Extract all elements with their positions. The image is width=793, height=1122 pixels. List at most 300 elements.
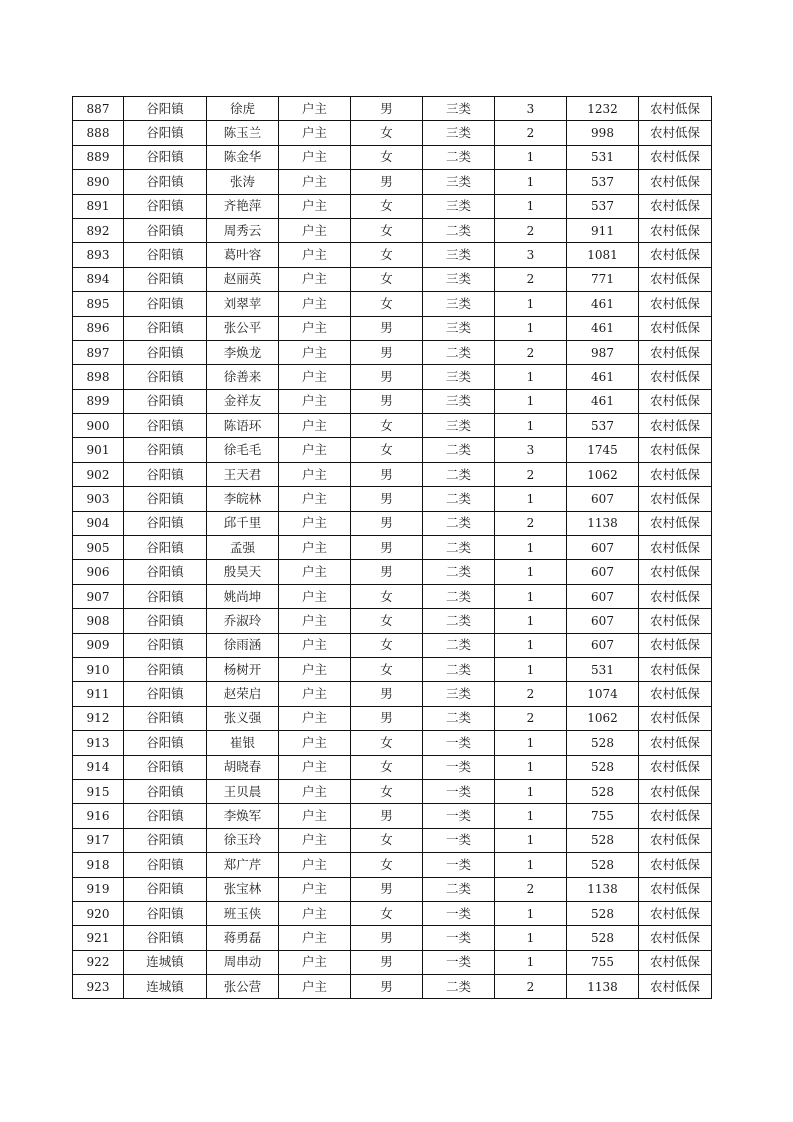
cell-category: 二类 — [423, 487, 495, 511]
cell-relation: 户主 — [279, 609, 351, 633]
cell-household-size: 1 — [495, 365, 567, 389]
table-row — [73, 121, 712, 145]
cell-relation: 户主 — [279, 243, 351, 267]
cell-name: 周秀云 — [207, 218, 279, 242]
cell-amount: 1745 — [567, 438, 639, 462]
cell-town: 谷阳镇 — [124, 609, 207, 633]
cell-name: 徐善来 — [207, 365, 279, 389]
cell-category: 三类 — [423, 316, 495, 340]
table-row — [73, 950, 712, 974]
cell-assistance-type: 农村低保 — [639, 97, 712, 121]
cell-town: 谷阳镇 — [124, 511, 207, 535]
table-row — [73, 779, 712, 803]
cell-assistance-type: 农村低保 — [639, 340, 712, 364]
cell-serial-number: 908 — [73, 609, 124, 633]
cell-relation: 户主 — [279, 731, 351, 755]
cell-sex: 女 — [351, 145, 423, 169]
cell-sex: 女 — [351, 731, 423, 755]
cell-category: 二类 — [423, 975, 495, 999]
cell-category: 三类 — [423, 243, 495, 267]
cell-sex: 女 — [351, 609, 423, 633]
cell-town: 谷阳镇 — [124, 584, 207, 608]
cell-household-size: 1 — [495, 633, 567, 657]
table-row — [73, 657, 712, 681]
cell-assistance-type: 农村低保 — [639, 560, 712, 584]
cell-serial-number: 893 — [73, 243, 124, 267]
cell-amount: 531 — [567, 657, 639, 681]
cell-household-size: 1 — [495, 536, 567, 560]
cell-name: 徐雨涵 — [207, 633, 279, 657]
cell-household-size: 2 — [495, 975, 567, 999]
cell-amount: 528 — [567, 731, 639, 755]
cell-assistance-type: 农村低保 — [639, 828, 712, 852]
cell-serial-number: 913 — [73, 731, 124, 755]
cell-amount: 537 — [567, 194, 639, 218]
cell-town: 谷阳镇 — [124, 926, 207, 950]
cell-serial-number: 902 — [73, 462, 124, 486]
cell-sex: 男 — [351, 877, 423, 901]
cell-category: 三类 — [423, 365, 495, 389]
cell-amount: 771 — [567, 267, 639, 291]
cell-serial-number: 911 — [73, 682, 124, 706]
cell-category: 三类 — [423, 267, 495, 291]
table-row — [73, 828, 712, 852]
cell-assistance-type: 农村低保 — [639, 194, 712, 218]
cell-name: 周串动 — [207, 950, 279, 974]
cell-assistance-type: 农村低保 — [639, 267, 712, 291]
cell-serial-number: 917 — [73, 828, 124, 852]
cell-assistance-type: 农村低保 — [639, 462, 712, 486]
cell-sex: 女 — [351, 828, 423, 852]
cell-amount: 537 — [567, 170, 639, 194]
cell-household-size: 3 — [495, 438, 567, 462]
cell-relation: 户主 — [279, 292, 351, 316]
cell-serial-number: 906 — [73, 560, 124, 584]
cell-relation: 户主 — [279, 121, 351, 145]
cell-name: 徐玉玲 — [207, 828, 279, 852]
table-row — [73, 536, 712, 560]
cell-serial-number: 901 — [73, 438, 124, 462]
cell-household-size: 1 — [495, 584, 567, 608]
cell-town: 谷阳镇 — [124, 121, 207, 145]
table-row — [73, 853, 712, 877]
cell-serial-number: 900 — [73, 414, 124, 438]
cell-sex: 女 — [351, 438, 423, 462]
cell-town: 谷阳镇 — [124, 487, 207, 511]
cell-serial-number: 899 — [73, 389, 124, 413]
cell-sex: 女 — [351, 901, 423, 925]
cell-household-size: 1 — [495, 316, 567, 340]
cell-serial-number: 890 — [73, 170, 124, 194]
cell-town: 连城镇 — [124, 950, 207, 974]
cell-serial-number: 894 — [73, 267, 124, 291]
cell-name: 乔淑玲 — [207, 609, 279, 633]
cell-town: 谷阳镇 — [124, 657, 207, 681]
cell-household-size: 1 — [495, 804, 567, 828]
cell-name: 郑广芹 — [207, 853, 279, 877]
cell-name: 胡晓春 — [207, 755, 279, 779]
cell-household-size: 1 — [495, 926, 567, 950]
cell-household-size: 2 — [495, 121, 567, 145]
cell-amount: 531 — [567, 145, 639, 169]
cell-assistance-type: 农村低保 — [639, 804, 712, 828]
cell-amount: 461 — [567, 292, 639, 316]
table-row — [73, 243, 712, 267]
cell-household-size: 2 — [495, 706, 567, 730]
cell-sex: 女 — [351, 853, 423, 877]
cell-name: 陈金华 — [207, 145, 279, 169]
cell-relation: 户主 — [279, 755, 351, 779]
cell-assistance-type: 农村低保 — [639, 706, 712, 730]
roster-sheet — [72, 96, 712, 999]
cell-sex: 男 — [351, 97, 423, 121]
table-row — [73, 755, 712, 779]
cell-town: 谷阳镇 — [124, 414, 207, 438]
cell-sex: 男 — [351, 462, 423, 486]
cell-amount: 607 — [567, 560, 639, 584]
cell-town: 谷阳镇 — [124, 438, 207, 462]
cell-serial-number: 912 — [73, 706, 124, 730]
cell-town: 谷阳镇 — [124, 218, 207, 242]
cell-category: 三类 — [423, 292, 495, 316]
cell-name: 张宝林 — [207, 877, 279, 901]
cell-name: 孟强 — [207, 536, 279, 560]
cell-town: 谷阳镇 — [124, 145, 207, 169]
cell-relation: 户主 — [279, 950, 351, 974]
table-row — [73, 731, 712, 755]
cell-serial-number: 915 — [73, 779, 124, 803]
cell-town: 谷阳镇 — [124, 828, 207, 852]
cell-town: 谷阳镇 — [124, 779, 207, 803]
cell-category: 二类 — [423, 340, 495, 364]
cell-serial-number: 914 — [73, 755, 124, 779]
cell-assistance-type: 农村低保 — [639, 316, 712, 340]
cell-sex: 女 — [351, 779, 423, 803]
cell-town: 谷阳镇 — [124, 340, 207, 364]
cell-assistance-type: 农村低保 — [639, 682, 712, 706]
cell-serial-number: 923 — [73, 975, 124, 999]
cell-category: 二类 — [423, 877, 495, 901]
cell-amount: 461 — [567, 389, 639, 413]
cell-category: 一类 — [423, 755, 495, 779]
cell-name: 李焕龙 — [207, 340, 279, 364]
table-row — [73, 462, 712, 486]
cell-serial-number: 904 — [73, 511, 124, 535]
cell-serial-number: 896 — [73, 316, 124, 340]
cell-amount: 1138 — [567, 975, 639, 999]
cell-sex: 女 — [351, 633, 423, 657]
cell-household-size: 1 — [495, 389, 567, 413]
cell-serial-number: 918 — [73, 853, 124, 877]
cell-amount: 528 — [567, 926, 639, 950]
cell-assistance-type: 农村低保 — [639, 389, 712, 413]
cell-serial-number: 898 — [73, 365, 124, 389]
cell-amount: 1138 — [567, 877, 639, 901]
cell-assistance-type: 农村低保 — [639, 365, 712, 389]
cell-sex: 男 — [351, 487, 423, 511]
cell-amount: 461 — [567, 316, 639, 340]
cell-name: 姚尚坤 — [207, 584, 279, 608]
cell-serial-number: 891 — [73, 194, 124, 218]
cell-assistance-type: 农村低保 — [639, 121, 712, 145]
cell-amount: 911 — [567, 218, 639, 242]
table-row — [73, 194, 712, 218]
cell-name: 班玉侠 — [207, 901, 279, 925]
cell-serial-number: 916 — [73, 804, 124, 828]
cell-category: 二类 — [423, 706, 495, 730]
cell-assistance-type: 农村低保 — [639, 536, 712, 560]
cell-serial-number: 895 — [73, 292, 124, 316]
cell-town: 谷阳镇 — [124, 804, 207, 828]
cell-relation: 户主 — [279, 682, 351, 706]
cell-amount: 607 — [567, 584, 639, 608]
cell-amount: 528 — [567, 853, 639, 877]
cell-sex: 男 — [351, 536, 423, 560]
cell-amount: 607 — [567, 536, 639, 560]
cell-sex: 男 — [351, 340, 423, 364]
cell-assistance-type: 农村低保 — [639, 145, 712, 169]
cell-town: 谷阳镇 — [124, 365, 207, 389]
table-row — [73, 487, 712, 511]
cell-town: 谷阳镇 — [124, 267, 207, 291]
cell-relation: 户主 — [279, 511, 351, 535]
cell-relation: 户主 — [279, 365, 351, 389]
cell-relation: 户主 — [279, 926, 351, 950]
cell-name: 崔银 — [207, 731, 279, 755]
cell-household-size: 2 — [495, 511, 567, 535]
cell-town: 谷阳镇 — [124, 731, 207, 755]
cell-town: 谷阳镇 — [124, 877, 207, 901]
cell-assistance-type: 农村低保 — [639, 975, 712, 999]
cell-serial-number: 888 — [73, 121, 124, 145]
cell-category: 三类 — [423, 414, 495, 438]
cell-category: 二类 — [423, 584, 495, 608]
cell-amount: 461 — [567, 365, 639, 389]
table-row — [73, 633, 712, 657]
cell-name: 齐艳萍 — [207, 194, 279, 218]
cell-relation: 户主 — [279, 804, 351, 828]
cell-household-size: 1 — [495, 828, 567, 852]
cell-relation: 户主 — [279, 828, 351, 852]
table-row — [73, 145, 712, 169]
cell-assistance-type: 农村低保 — [639, 657, 712, 681]
cell-amount: 1074 — [567, 682, 639, 706]
cell-name: 殷昊天 — [207, 560, 279, 584]
cell-name: 王天君 — [207, 462, 279, 486]
cell-town: 谷阳镇 — [124, 194, 207, 218]
cell-category: 一类 — [423, 804, 495, 828]
cell-sex: 男 — [351, 804, 423, 828]
cell-household-size: 1 — [495, 950, 567, 974]
cell-category: 二类 — [423, 218, 495, 242]
cell-relation: 户主 — [279, 487, 351, 511]
cell-household-size: 3 — [495, 97, 567, 121]
cell-town: 谷阳镇 — [124, 633, 207, 657]
cell-serial-number: 919 — [73, 877, 124, 901]
cell-assistance-type: 农村低保 — [639, 243, 712, 267]
cell-household-size: 3 — [495, 243, 567, 267]
cell-sex: 女 — [351, 267, 423, 291]
cell-relation: 户主 — [279, 975, 351, 999]
cell-name: 张涛 — [207, 170, 279, 194]
cell-town: 谷阳镇 — [124, 560, 207, 584]
cell-town: 谷阳镇 — [124, 536, 207, 560]
cell-household-size: 2 — [495, 682, 567, 706]
cell-category: 一类 — [423, 853, 495, 877]
cell-relation: 户主 — [279, 584, 351, 608]
table-row — [73, 511, 712, 535]
cell-sex: 男 — [351, 560, 423, 584]
table-row — [73, 438, 712, 462]
cell-amount: 998 — [567, 121, 639, 145]
cell-town: 谷阳镇 — [124, 97, 207, 121]
cell-relation: 户主 — [279, 267, 351, 291]
cell-category: 二类 — [423, 511, 495, 535]
cell-town: 谷阳镇 — [124, 706, 207, 730]
cell-sex: 男 — [351, 365, 423, 389]
cell-assistance-type: 农村低保 — [639, 584, 712, 608]
cell-town: 连城镇 — [124, 975, 207, 999]
cell-name: 张公平 — [207, 316, 279, 340]
cell-household-size: 1 — [495, 755, 567, 779]
table-row — [73, 584, 712, 608]
cell-amount: 1062 — [567, 706, 639, 730]
cell-town: 谷阳镇 — [124, 755, 207, 779]
cell-sex: 女 — [351, 657, 423, 681]
table-row — [73, 340, 712, 364]
cell-serial-number: 909 — [73, 633, 124, 657]
cell-serial-number: 887 — [73, 97, 124, 121]
cell-relation: 户主 — [279, 340, 351, 364]
cell-category: 三类 — [423, 389, 495, 413]
cell-name: 李皖林 — [207, 487, 279, 511]
cell-serial-number: 921 — [73, 926, 124, 950]
cell-relation: 户主 — [279, 877, 351, 901]
cell-name: 李焕军 — [207, 804, 279, 828]
table-row — [73, 560, 712, 584]
cell-name: 刘翠苹 — [207, 292, 279, 316]
cell-category: 二类 — [423, 609, 495, 633]
cell-assistance-type: 农村低保 — [639, 779, 712, 803]
cell-category: 三类 — [423, 97, 495, 121]
cell-sex: 女 — [351, 414, 423, 438]
cell-name: 徐毛毛 — [207, 438, 279, 462]
table-row — [73, 365, 712, 389]
cell-name: 徐虎 — [207, 97, 279, 121]
cell-relation: 户主 — [279, 145, 351, 169]
cell-amount: 1138 — [567, 511, 639, 535]
cell-town: 谷阳镇 — [124, 901, 207, 925]
table-row — [73, 292, 712, 316]
cell-assistance-type: 农村低保 — [639, 414, 712, 438]
table-row — [73, 706, 712, 730]
cell-amount: 755 — [567, 950, 639, 974]
cell-relation: 户主 — [279, 853, 351, 877]
cell-assistance-type: 农村低保 — [639, 633, 712, 657]
cell-household-size: 1 — [495, 487, 567, 511]
cell-assistance-type: 农村低保 — [639, 926, 712, 950]
cell-sex: 女 — [351, 292, 423, 316]
table-row — [73, 218, 712, 242]
cell-household-size: 2 — [495, 218, 567, 242]
cell-sex: 男 — [351, 950, 423, 974]
table-row — [73, 97, 712, 121]
roster-body — [73, 97, 712, 999]
cell-sex: 男 — [351, 511, 423, 535]
cell-amount: 607 — [567, 487, 639, 511]
cell-serial-number: 910 — [73, 657, 124, 681]
cell-town: 谷阳镇 — [124, 243, 207, 267]
cell-name: 张义强 — [207, 706, 279, 730]
cell-serial-number: 907 — [73, 584, 124, 608]
cell-amount: 987 — [567, 340, 639, 364]
cell-assistance-type: 农村低保 — [639, 438, 712, 462]
cell-sex: 女 — [351, 584, 423, 608]
cell-relation: 户主 — [279, 901, 351, 925]
table-row — [73, 682, 712, 706]
cell-category: 一类 — [423, 779, 495, 803]
cell-category: 二类 — [423, 145, 495, 169]
cell-relation: 户主 — [279, 389, 351, 413]
cell-category: 二类 — [423, 657, 495, 681]
cell-town: 谷阳镇 — [124, 389, 207, 413]
cell-amount: 1062 — [567, 462, 639, 486]
cell-category: 三类 — [423, 194, 495, 218]
cell-name: 张公营 — [207, 975, 279, 999]
cell-name: 王贝晨 — [207, 779, 279, 803]
cell-amount: 537 — [567, 414, 639, 438]
cell-amount: 1081 — [567, 243, 639, 267]
cell-relation: 户主 — [279, 316, 351, 340]
cell-amount: 1232 — [567, 97, 639, 121]
cell-household-size: 1 — [495, 170, 567, 194]
table-row — [73, 316, 712, 340]
cell-category: 二类 — [423, 438, 495, 462]
cell-category: 三类 — [423, 170, 495, 194]
cell-serial-number: 905 — [73, 536, 124, 560]
cell-household-size: 2 — [495, 877, 567, 901]
cell-relation: 户主 — [279, 414, 351, 438]
cell-assistance-type: 农村低保 — [639, 487, 712, 511]
cell-relation: 户主 — [279, 779, 351, 803]
cell-sex: 男 — [351, 316, 423, 340]
cell-category: 三类 — [423, 682, 495, 706]
cell-household-size: 1 — [495, 731, 567, 755]
cell-household-size: 2 — [495, 267, 567, 291]
cell-serial-number: 897 — [73, 340, 124, 364]
cell-name: 陈语环 — [207, 414, 279, 438]
cell-name: 赵丽英 — [207, 267, 279, 291]
cell-serial-number: 889 — [73, 145, 124, 169]
table-row — [73, 414, 712, 438]
cell-assistance-type: 农村低保 — [639, 218, 712, 242]
cell-name: 赵荣启 — [207, 682, 279, 706]
cell-amount: 607 — [567, 609, 639, 633]
table-row — [73, 901, 712, 925]
table-row — [73, 926, 712, 950]
cell-relation: 户主 — [279, 706, 351, 730]
cell-category: 三类 — [423, 121, 495, 145]
cell-relation: 户主 — [279, 560, 351, 584]
cell-household-size: 1 — [495, 414, 567, 438]
cell-amount: 528 — [567, 828, 639, 852]
cell-amount: 755 — [567, 804, 639, 828]
cell-household-size: 2 — [495, 462, 567, 486]
table-row — [73, 877, 712, 901]
cell-assistance-type: 农村低保 — [639, 511, 712, 535]
cell-amount: 528 — [567, 779, 639, 803]
cell-relation: 户主 — [279, 633, 351, 657]
